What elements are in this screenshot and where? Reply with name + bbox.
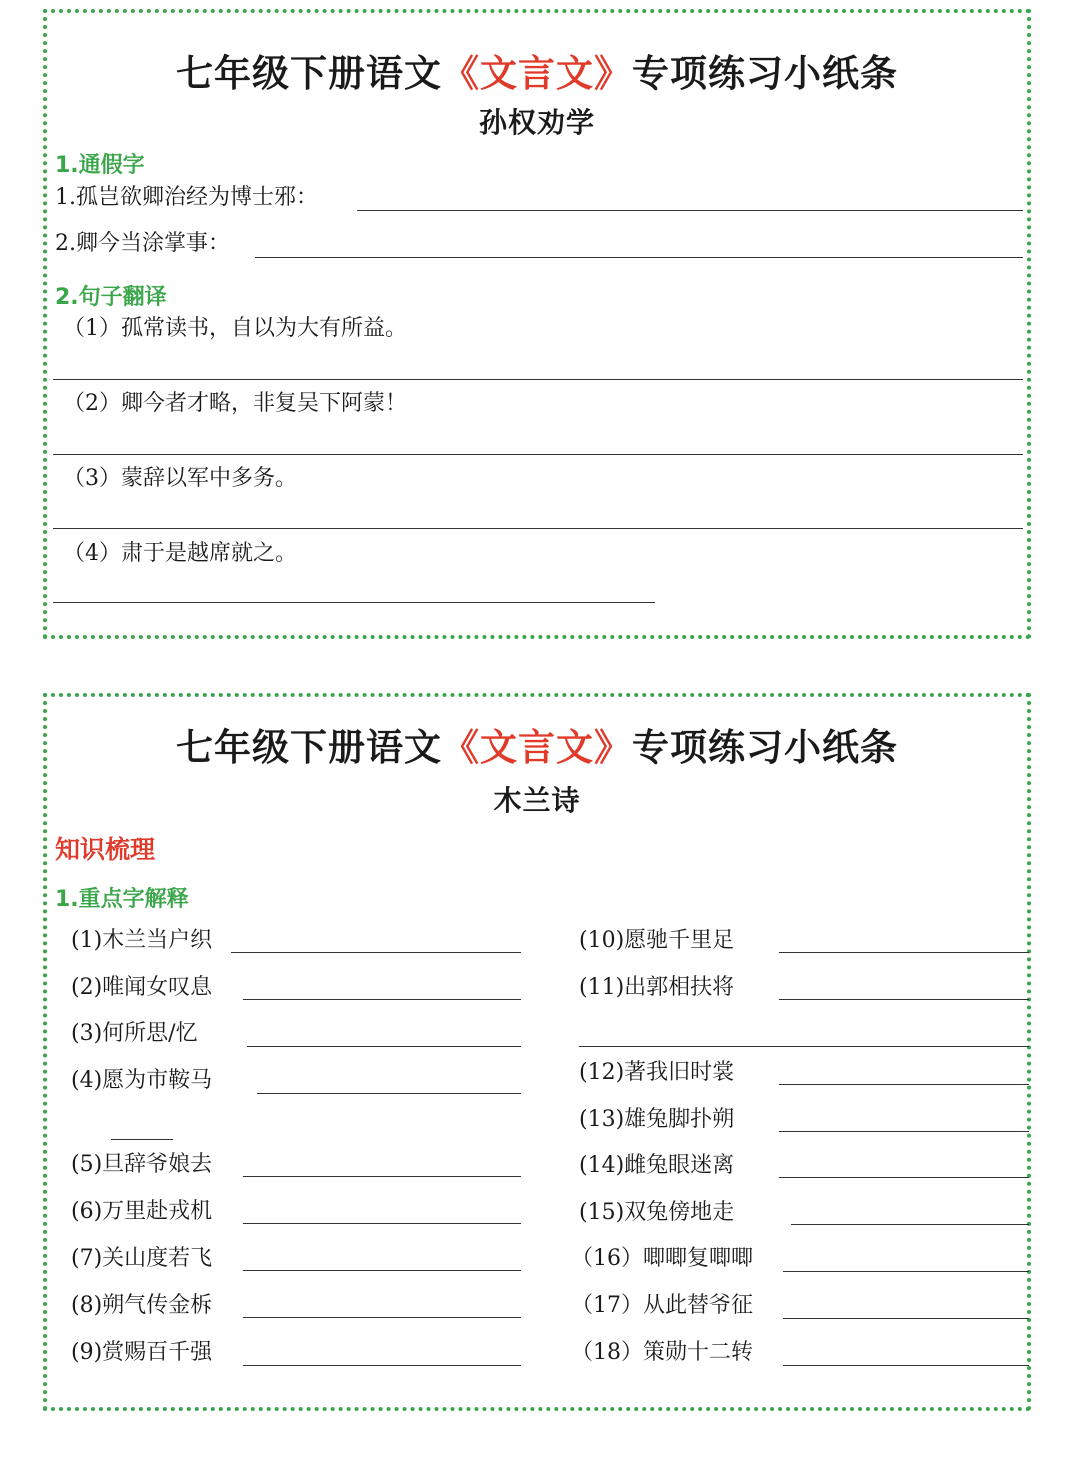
answer-line[interactable]: [783, 1365, 1029, 1366]
worksheet-card-mulanshi: [43, 693, 1031, 1411]
tongjia-question: 2.卿今当涂掌事：: [55, 231, 230, 256]
key-word-item: (14)雌兔眼迷离: [579, 1153, 735, 1178]
answer-line[interactable]: [53, 379, 1023, 380]
answer-line[interactable]: [779, 1131, 1029, 1132]
answer-line[interactable]: [243, 999, 521, 1000]
translation-sentence: （3）蒙辞以军中多务。: [63, 466, 297, 491]
answer-line[interactable]: [779, 999, 1029, 1000]
answer-line[interactable]: [243, 1223, 521, 1224]
answer-line[interactable]: [779, 1177, 1029, 1178]
answer-line[interactable]: [783, 1318, 1029, 1319]
key-word-item: (1)木兰当户织: [71, 928, 213, 953]
worksheet-card-sunquan: [43, 9, 1031, 639]
key-word-item: (10)愿驰千里足: [579, 928, 735, 953]
answer-line[interactable]: [243, 1317, 521, 1318]
answer-line[interactable]: [779, 1084, 1029, 1085]
key-word-item: (7)关山度若飞: [71, 1246, 213, 1271]
answer-line[interactable]: [357, 210, 1023, 211]
card-subtitle: 木兰诗: [493, 784, 581, 817]
answer-line[interactable]: [579, 1046, 1029, 1047]
card-title: [47, 43, 1027, 97]
answer-line[interactable]: [243, 1176, 521, 1177]
answer-line[interactable]: [247, 1046, 521, 1047]
translation-sentence: （1）孤常读书，自以为大有所益。: [63, 316, 407, 341]
key-word-item: (11)出郭相扶将: [579, 975, 735, 1000]
key-word-item: (15)双兔傍地走: [579, 1200, 735, 1225]
answer-line[interactable]: [791, 1224, 1029, 1225]
key-word-item: (12)著我旧时裳: [579, 1060, 735, 1085]
key-word-item: (5)旦辞爷娘去: [71, 1152, 213, 1177]
key-word-item: (3)何所思/忆: [71, 1021, 198, 1046]
section-heading-tongjiazi: 1.通假字: [55, 153, 145, 178]
key-word-item: (13)雄兔脚扑朔: [579, 1107, 735, 1132]
card-subtitle: 孙权劝学: [478, 106, 595, 139]
answer-line[interactable]: [243, 1270, 521, 1271]
title-prefix: 七年级下册语文: [176, 726, 442, 769]
tongjia-question: 1.孤岂欲卿治经为博士邪：: [55, 185, 318, 210]
section-heading-translation: 2.句子翻译: [55, 285, 167, 310]
key-word-item: (4)愿为市鞍马: [71, 1068, 213, 1093]
key-word-item: (9)赏赐百千强: [71, 1340, 213, 1365]
translation-sentence: （4）肃于是越席就之。: [63, 541, 297, 566]
title-highlight: 《文言文》: [442, 52, 632, 95]
answer-line[interactable]: [779, 952, 1029, 953]
key-word-item: (8)朔气传金柝: [71, 1293, 213, 1318]
section-heading-key-words: 1.重点字解释: [55, 887, 189, 912]
translation-sentence: （2）卿今者才略，非复吴下阿蒙！: [63, 391, 407, 416]
answer-line[interactable]: [255, 257, 1023, 258]
answer-line[interactable]: [231, 952, 521, 953]
knowledge-heading: 知识梳理: [55, 835, 156, 864]
title-suffix: 专项练习小纸条: [632, 726, 898, 769]
key-word-item: （17）从此替爷征: [571, 1293, 753, 1318]
answer-line[interactable]: [53, 454, 1023, 455]
answer-line[interactable]: [53, 528, 1023, 529]
answer-line-short[interactable]: [111, 1139, 173, 1140]
answer-line[interactable]: [783, 1271, 1029, 1272]
answer-line[interactable]: [53, 602, 655, 603]
title-prefix: 七年级下册语文: [176, 52, 442, 95]
answer-line[interactable]: [257, 1093, 521, 1094]
key-word-item: (2)唯闻女叹息: [71, 975, 213, 1000]
key-word-item: （16）唧唧复唧唧: [571, 1246, 753, 1271]
title-suffix: 专项练习小纸条: [632, 52, 898, 95]
answer-line[interactable]: [243, 1365, 521, 1366]
key-word-item: (6)万里赴戎机: [71, 1199, 213, 1224]
card-title: [47, 717, 1027, 771]
title-highlight: 《文言文》: [442, 726, 632, 769]
key-word-item: （18）策勋十二转: [571, 1340, 753, 1365]
